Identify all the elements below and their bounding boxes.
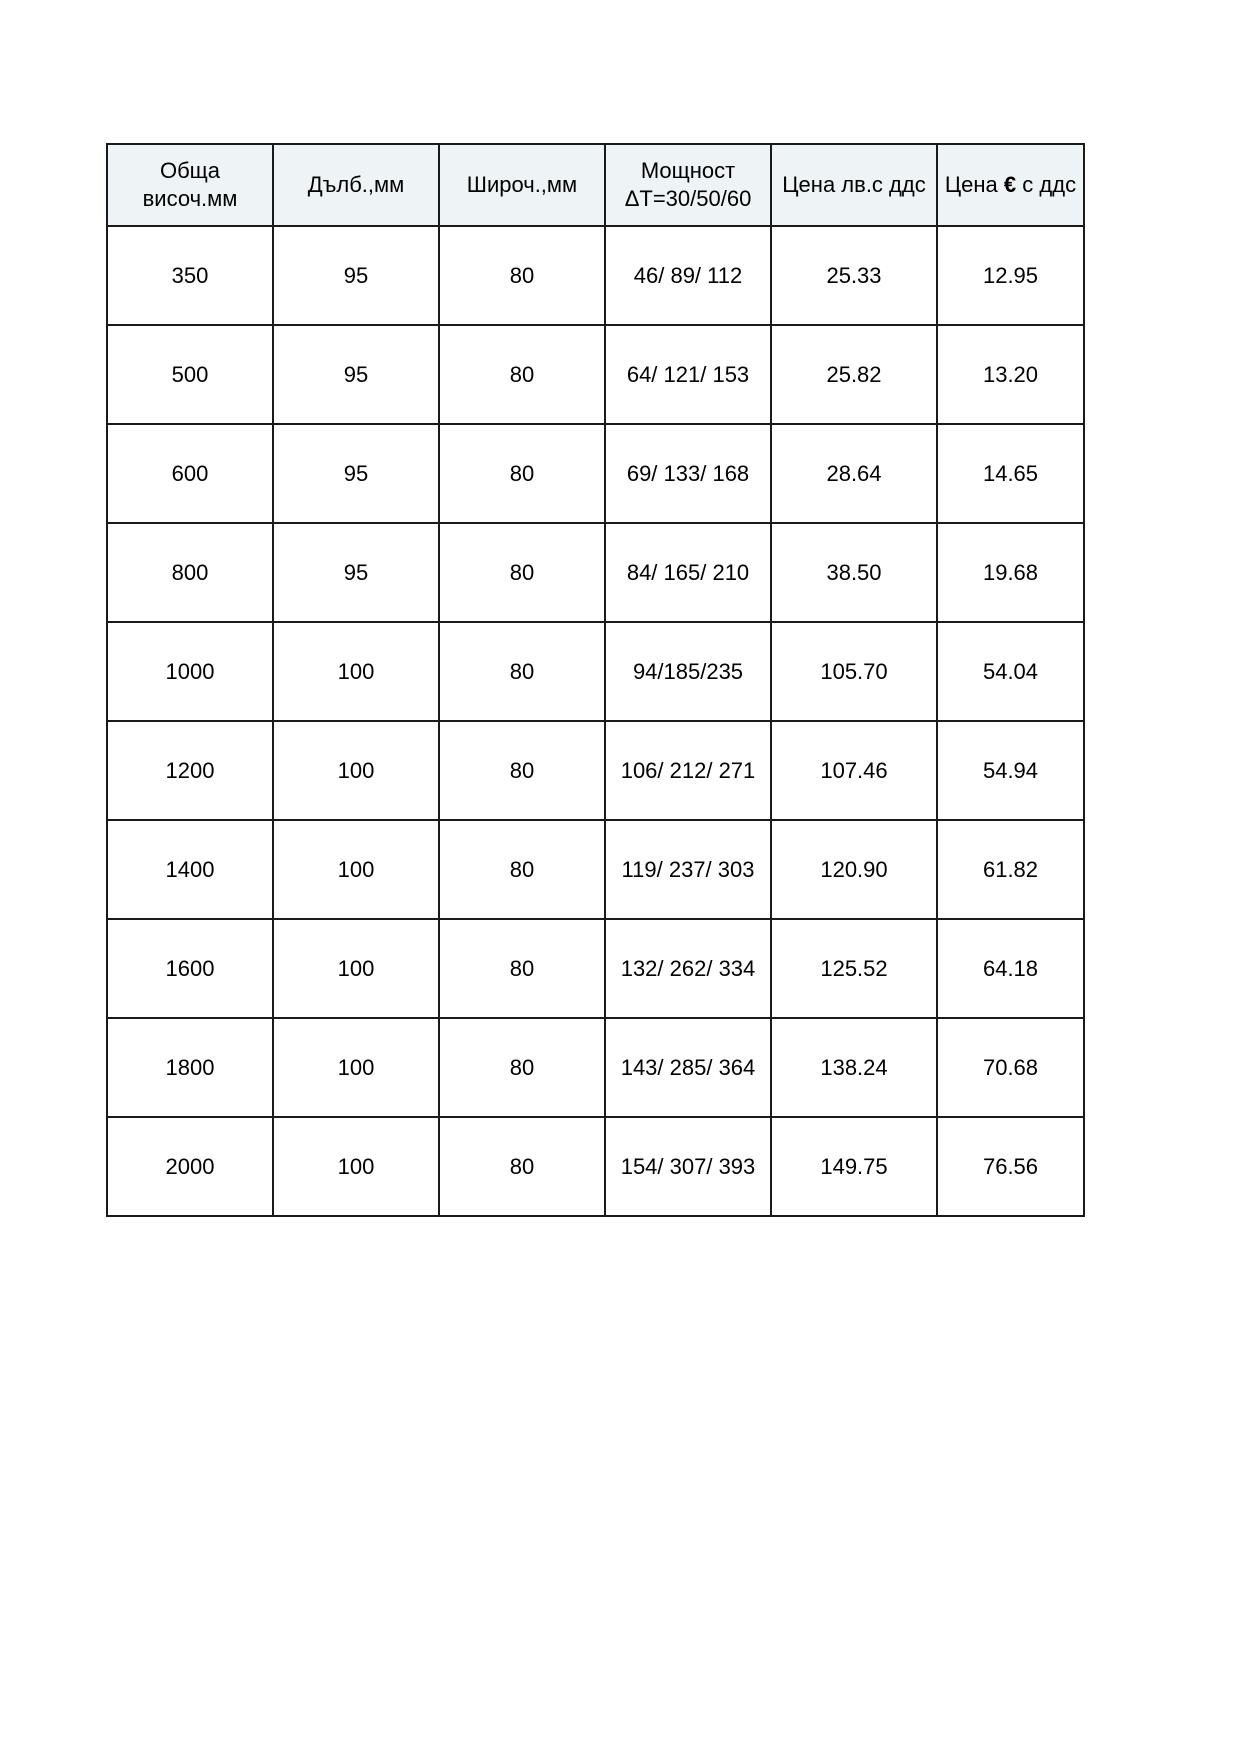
cell-price-bgn: 107.46 <box>771 721 937 820</box>
cell-price-eur: 76.56 <box>937 1117 1084 1216</box>
cell-height: 350 <box>107 226 273 325</box>
cell-height: 1000 <box>107 622 273 721</box>
cell-price-bgn: 138.24 <box>771 1018 937 1117</box>
cell-price-bgn: 28.64 <box>771 424 937 523</box>
cell-price-eur: 12.95 <box>937 226 1084 325</box>
cell-depth: 100 <box>273 1117 439 1216</box>
cell-depth: 100 <box>273 820 439 919</box>
table-row <box>107 325 1084 424</box>
cell-width: 80 <box>439 325 605 424</box>
cell-depth: 95 <box>273 523 439 622</box>
cell-price-bgn: 120.90 <box>771 820 937 919</box>
header-row <box>107 144 1084 226</box>
cell-power: 119/ 237/ 303 <box>605 820 771 919</box>
table-body <box>107 226 1084 1216</box>
cell-power: 84/ 165/ 210 <box>605 523 771 622</box>
cell-power: 106/ 212/ 271 <box>605 721 771 820</box>
table-row <box>107 721 1084 820</box>
cell-price-eur: 61.82 <box>937 820 1084 919</box>
cell-power: 69/ 133/ 168 <box>605 424 771 523</box>
cell-width: 80 <box>439 919 605 1018</box>
table-row <box>107 622 1084 721</box>
cell-height: 1400 <box>107 820 273 919</box>
header-price-eur: Цена € с ддс <box>937 144 1084 226</box>
cell-height: 800 <box>107 523 273 622</box>
cell-power: 143/ 285/ 364 <box>605 1018 771 1117</box>
cell-depth: 100 <box>273 1018 439 1117</box>
cell-width: 80 <box>439 721 605 820</box>
table-row <box>107 424 1084 523</box>
cell-height: 600 <box>107 424 273 523</box>
cell-height: 1600 <box>107 919 273 1018</box>
table-header <box>107 144 1084 226</box>
cell-width: 80 <box>439 523 605 622</box>
cell-power: 132/ 262/ 334 <box>605 919 771 1018</box>
cell-price-eur: 70.68 <box>937 1018 1084 1117</box>
header-height: Обща височ.мм <box>107 144 273 226</box>
cell-width: 80 <box>439 424 605 523</box>
cell-power: 154/ 307/ 393 <box>605 1117 771 1216</box>
cell-power: 94/185/235 <box>605 622 771 721</box>
cell-price-bgn: 125.52 <box>771 919 937 1018</box>
cell-depth: 100 <box>273 919 439 1018</box>
table-row <box>107 820 1084 919</box>
header-width: Широч.,мм <box>439 144 605 226</box>
cell-depth: 95 <box>273 424 439 523</box>
table-row <box>107 523 1084 622</box>
cell-price-eur: 64.18 <box>937 919 1084 1018</box>
cell-price-bgn: 25.82 <box>771 325 937 424</box>
cell-power: 64/ 121/ 153 <box>605 325 771 424</box>
header-power: Мощност ΔT=30/50/60 <box>605 144 771 226</box>
cell-height: 1200 <box>107 721 273 820</box>
cell-price-eur: 54.04 <box>937 622 1084 721</box>
cell-width: 80 <box>439 820 605 919</box>
cell-width: 80 <box>439 1018 605 1117</box>
cell-price-eur: 13.20 <box>937 325 1084 424</box>
table-row <box>107 1018 1084 1117</box>
cell-price-bgn: 105.70 <box>771 622 937 721</box>
header-price-bgn: Цена лв.с ддс <box>771 144 937 226</box>
cell-price-bgn: 25.33 <box>771 226 937 325</box>
table-row <box>107 919 1084 1018</box>
cell-price-eur: 54.94 <box>937 721 1084 820</box>
cell-depth: 95 <box>273 325 439 424</box>
table-row <box>107 1117 1084 1216</box>
cell-price-bgn: 149.75 <box>771 1117 937 1216</box>
cell-width: 80 <box>439 622 605 721</box>
table-row <box>107 226 1084 325</box>
cell-height: 500 <box>107 325 273 424</box>
header-depth: Дълб.,мм <box>273 144 439 226</box>
cell-width: 80 <box>439 1117 605 1216</box>
cell-depth: 100 <box>273 622 439 721</box>
euro-symbol: € <box>1003 172 1017 197</box>
cell-price-eur: 14.65 <box>937 424 1084 523</box>
cell-height: 1800 <box>107 1018 273 1117</box>
cell-power: 46/ 89/ 112 <box>605 226 771 325</box>
cell-height: 2000 <box>107 1117 273 1216</box>
cell-depth: 95 <box>273 226 439 325</box>
cell-price-bgn: 38.50 <box>771 523 937 622</box>
cell-price-eur: 19.68 <box>937 523 1084 622</box>
cell-width: 80 <box>439 226 605 325</box>
cell-depth: 100 <box>273 721 439 820</box>
price-table <box>106 143 1085 1217</box>
